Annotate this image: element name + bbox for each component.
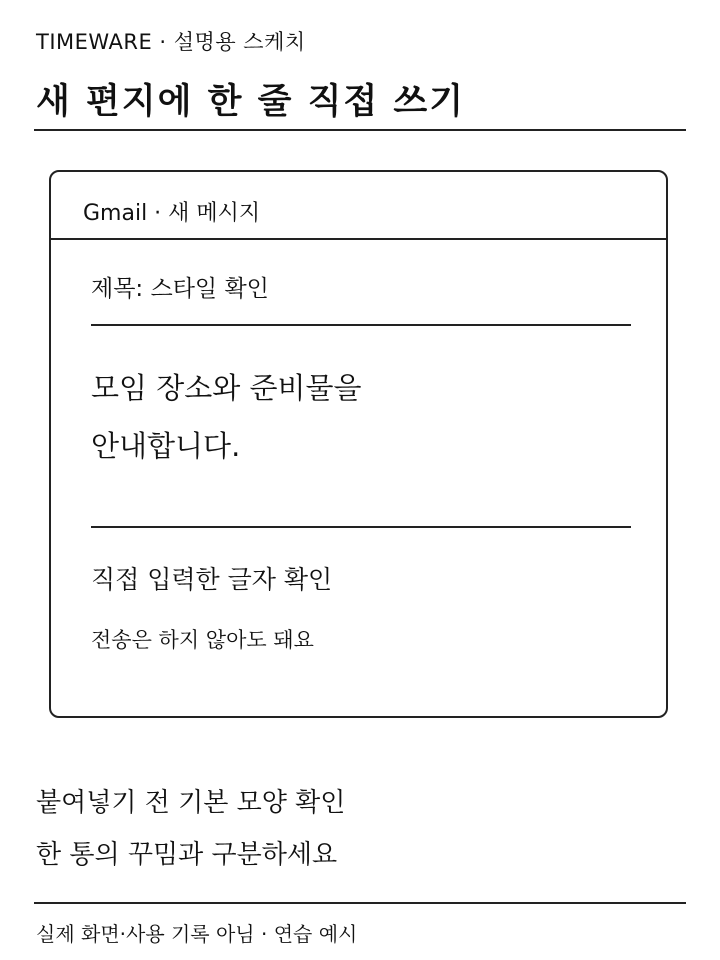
compose-header [51,172,666,240]
subject-line: 제목: 스타일 확인 [91,276,269,302]
body-line-2: 안내합니다. [91,429,241,463]
note-line-1: 직접 입력한 글자 확인 [91,565,333,594]
compose-window-sketch [49,170,668,718]
footer-divider [34,902,686,904]
header-kicker: TIMEWARE · 설명용 스케치 [36,30,306,54]
page-title: 새 편지에 한 줄 직접 쓰기 [36,82,466,122]
subject-divider [91,324,631,326]
body-line-1: 모임 장소와 준비물을 [91,371,362,405]
footer-note: 실제 화면·사용 기록 아님 · 연습 예시 [36,922,358,946]
caption-line-1: 붙여넣기 전 기본 모양 확인 [36,788,346,818]
note-line-2: 전송은 하지 않아도 돼요 [91,628,314,652]
caption-line-2: 한 통의 꾸밈과 구분하세요 [36,840,338,870]
body-divider [91,526,631,528]
title-divider [34,129,686,131]
compose-header-label: Gmail · 새 메시지 [83,201,261,226]
